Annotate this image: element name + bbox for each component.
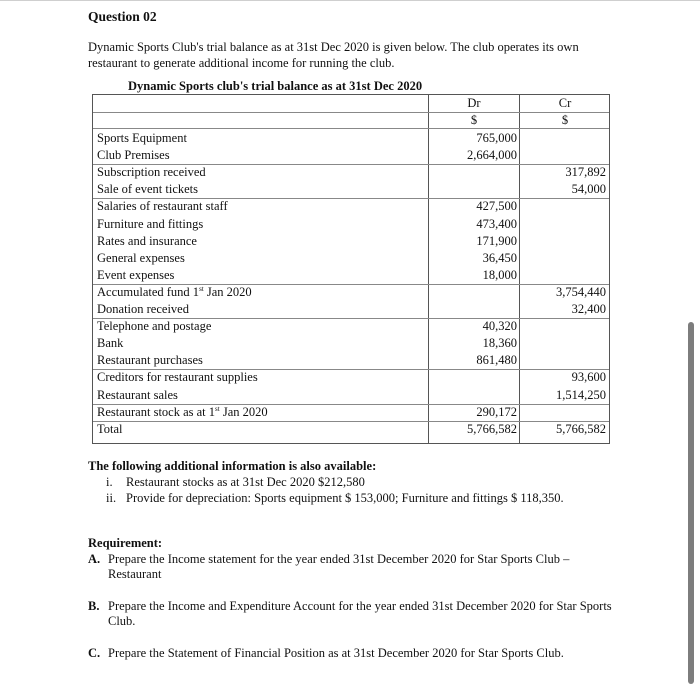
- account-label: Club Premises: [97, 148, 170, 163]
- account-name: [97, 234, 197, 249]
- account-name: [97, 199, 228, 214]
- account-label: Total: [97, 421, 123, 436]
- account-name: [97, 388, 178, 403]
- header-divider: [93, 128, 609, 129]
- requirement-letter: C.: [88, 646, 101, 660]
- requirement-text: Prepare the Income statement for the year ended 31st December 2020 for Star Sports Club – Restaurant: [108, 552, 570, 581]
- requirement-text: Prepare the Income and Expenditure Account for the year ended 31st December 2020 for Star Sports Club.: [108, 599, 612, 628]
- account-label: Restaurant sales: [97, 387, 178, 402]
- item-text: Provide for depreciation: Sports equipment $ 153,000; Furniture and fittings $ 118,350.: [126, 491, 564, 505]
- dr-amount: 18,360: [482, 336, 517, 351]
- cr-amount: 3,754,440: [556, 284, 606, 299]
- row-divider: [93, 164, 609, 165]
- requirement-item: [88, 552, 623, 584]
- account-name: [97, 131, 187, 146]
- requirement-item: [88, 646, 623, 662]
- requirement-letter: B.: [88, 599, 100, 613]
- account-label: Rates and insurance: [97, 233, 197, 248]
- account-label: Subscription received: [97, 165, 206, 180]
- dr-amount: 765,000: [476, 131, 517, 145]
- dr-header: Dr: [467, 96, 481, 110]
- dr-amount: 171,900: [476, 233, 517, 248]
- account-name: [97, 405, 268, 420]
- account-name: [97, 148, 170, 163]
- requirement-title: Requirement:: [88, 536, 163, 550]
- row-divider: [93, 404, 609, 405]
- account-name: [97, 182, 198, 197]
- dr-amount: 427,500: [476, 199, 517, 214]
- dr-amount: 36,450: [482, 250, 517, 265]
- account-label: Sale of event tickets: [97, 182, 199, 197]
- account-label: Restaurant purchases: [97, 353, 203, 368]
- dr-amount: 473,400: [476, 216, 517, 231]
- account-name: [97, 319, 211, 334]
- account-name: [97, 165, 206, 180]
- dr-amount: 290,172: [476, 404, 517, 419]
- requirement-text: Prepare the Statement of Financial Position as at 31st December 2020 for Star Sports Club.: [108, 646, 564, 660]
- account-label: Accumulated fund 1: [97, 285, 200, 300]
- scrollbar-thumb[interactable]: [688, 322, 694, 684]
- account-label: Salaries of restaurant staff: [97, 199, 228, 214]
- dr-currency: $: [470, 113, 478, 127]
- row-divider: [93, 369, 609, 370]
- account-name: [97, 268, 174, 283]
- additional-info-title: The following additional information is also available:: [88, 459, 377, 473]
- account-label-suffix: Jan 2020: [203, 285, 252, 300]
- dr-amount: 5,766,582: [467, 421, 517, 436]
- top-divider: [0, 0, 700, 1]
- account-name: [97, 336, 123, 351]
- cr-amount: 317,892: [565, 165, 606, 180]
- cr-header: Cr: [558, 96, 572, 110]
- requirement-item: [88, 599, 623, 631]
- dr-amount: 40,320: [482, 319, 517, 334]
- account-label: Furniture and fittings: [97, 216, 204, 231]
- cr-amount: 1,514,250: [556, 387, 606, 402]
- cr-currency: $: [561, 113, 569, 127]
- cr-amount: 5,766,582: [556, 421, 606, 436]
- intro-paragraph: Dynamic Sports Club's trial balance as at 31st Dec 2020 is given below. The club operates its own restaurant to generate additional income for running the club.: [88, 40, 579, 70]
- account-label-suffix: Jan 2020: [219, 404, 268, 419]
- ordinal-suffix: st: [199, 284, 204, 293]
- account-name: [97, 353, 203, 368]
- dr-amount: 861,480: [476, 353, 517, 368]
- item-marker: ii.: [106, 491, 117, 505]
- account-name: [97, 251, 185, 266]
- trial-balance-title: Dynamic Sports club's trial balance as at 31st Dec 2020: [128, 79, 423, 93]
- row-divider: [93, 421, 609, 422]
- additional-item: [106, 491, 626, 507]
- cr-amount: 32,400: [571, 302, 606, 316]
- cr-amount: 54,000: [571, 182, 606, 197]
- trial-balance-table: [92, 94, 610, 444]
- account-name: [97, 217, 203, 232]
- ordinal-suffix: st: [215, 404, 220, 413]
- row-divider: [93, 284, 609, 285]
- dr-amount: 18,000: [482, 267, 517, 282]
- dr-amount: 2,664,000: [467, 148, 517, 163]
- additional-item: [106, 475, 626, 491]
- requirement-letter: A.: [88, 552, 101, 566]
- account-name: [97, 370, 258, 385]
- item-text: Restaurant stocks as at 31st Dec 2020 $212,580: [126, 475, 365, 489]
- account-name: [97, 285, 252, 300]
- account-label: Event expenses: [97, 267, 175, 282]
- account-label: General expenses: [97, 250, 185, 265]
- row-divider: [93, 318, 609, 319]
- account-label: Donation received: [97, 302, 189, 316]
- account-label: Restaurant stock as at 1: [97, 404, 216, 419]
- account-label: Creditors for restaurant supplies: [97, 370, 258, 385]
- row-divider: [93, 198, 609, 199]
- account-label: Bank: [97, 336, 124, 351]
- account-name: [97, 422, 123, 437]
- cr-amount: 93,600: [571, 370, 606, 385]
- question-title: Question 02: [88, 9, 157, 24]
- account-label: Telephone and postage: [97, 319, 212, 334]
- account-name: [97, 302, 189, 317]
- account-label: Sports Equipment: [97, 131, 187, 145]
- item-marker: i.: [106, 475, 113, 489]
